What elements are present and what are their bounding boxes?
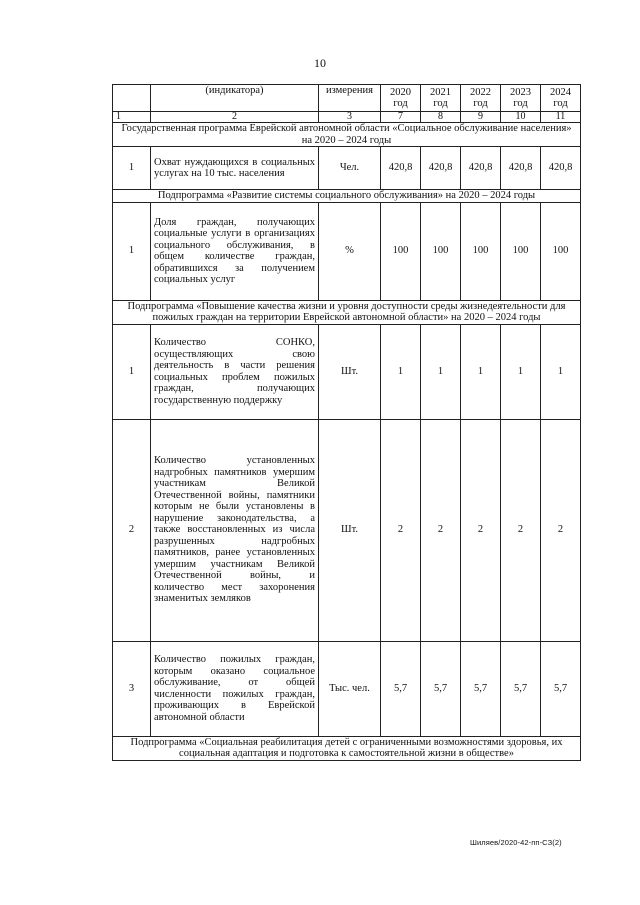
- year-label: год: [513, 98, 528, 109]
- header-year-cell: [501, 85, 541, 112]
- row-number: 3: [113, 641, 151, 736]
- row-number: 1: [113, 202, 151, 300]
- header-name-cell: (индикатора): [151, 85, 319, 112]
- value-cell: 420,8: [461, 147, 501, 190]
- value-cell: 1: [501, 324, 541, 419]
- index-cell: 7: [381, 112, 421, 123]
- year-value: 2022: [470, 86, 491, 98]
- document-code: Шиляев/2020-42-пп-СЗ(2): [470, 838, 562, 847]
- unit-cell: Шт.: [319, 324, 381, 419]
- value-cell: 2: [461, 419, 501, 641]
- table-row: [113, 202, 581, 300]
- section-row: [113, 736, 581, 760]
- value-cell: 420,8: [501, 147, 541, 190]
- section-row: [113, 300, 581, 324]
- unit-cell: Тыс. чел.: [319, 641, 381, 736]
- value-cell: 5,7: [421, 641, 461, 736]
- value-cell: 5,7: [541, 641, 581, 736]
- indicators-table: [112, 84, 581, 761]
- value-cell: 1: [381, 324, 421, 419]
- year-value: 2023: [510, 86, 531, 98]
- value-cell: 5,7: [461, 641, 501, 736]
- section-row: [113, 190, 581, 203]
- indicator-name: Количество СОНКО, осуществляющих свою деятельность в части решения социальных проблем пожилых граждан, получающих государственную поддержку: [151, 324, 319, 419]
- value-cell: 420,8: [541, 147, 581, 190]
- value-cell: 2: [421, 419, 461, 641]
- value-cell: 100: [381, 202, 421, 300]
- index-cell: 11: [541, 112, 581, 123]
- value-cell: 100: [541, 202, 581, 300]
- index-cell: 2: [151, 112, 319, 123]
- row-number: 1: [113, 324, 151, 419]
- subprogram-title: Подпрограмма «Социальная реабилитация детей с ограниченными возможностями здоровья, их социальная адаптация и подготовка к самостоятельной жизни в обществе»: [113, 736, 581, 760]
- page-number: 10: [314, 56, 326, 70]
- program-title: Государственная программа Еврейской автономной области «Социальное обслуживание населения» на 2020 – 2024 годы: [113, 123, 581, 147]
- indicator-name: Доля граждан, получающих социальные услуги в организациях социального обслуживания, в общем количестве граждан, обратившихся за получением социальных услуг: [151, 202, 319, 300]
- table-row: [113, 147, 581, 190]
- value-cell: 2: [501, 419, 541, 641]
- value-cell: 100: [461, 202, 501, 300]
- header-year-cell: [381, 85, 421, 112]
- header-year-cell: [421, 85, 461, 112]
- indicator-name: Количество установленных надгробных памятников умершим участникам Великой Отечественной войны, памятники которым не были установлены в нарушение законодательства, а также восстановленных из числа разрушенных надгробных памятников, ранее установленных умершим участникам Великой Отечественной войны, и количество мест захоронения знаменитых земляков: [151, 419, 319, 641]
- indicator-name: Охват нуждающихся в социальных услугах на 10 тыс. населения: [151, 147, 319, 190]
- value-cell: 1: [421, 324, 461, 419]
- table-row: [113, 324, 581, 419]
- year-label: год: [393, 98, 408, 109]
- header-year-cell: [461, 85, 501, 112]
- year-value: 2021: [430, 86, 451, 98]
- value-cell: 420,8: [381, 147, 421, 190]
- unit-cell: Шт.: [319, 419, 381, 641]
- table-row: [113, 419, 581, 641]
- index-cell: 1: [113, 112, 151, 123]
- value-cell: 2: [541, 419, 581, 641]
- row-number: 2: [113, 419, 151, 641]
- header-num-cell: [113, 85, 151, 112]
- header-year-cell: [541, 85, 581, 112]
- header-row: [113, 85, 581, 112]
- value-cell: 2: [381, 419, 421, 641]
- value-cell: 5,7: [381, 641, 421, 736]
- subprogram-title: Подпрограмма «Развитие системы социального обслуживания» на 2020 – 2024 годы: [113, 190, 581, 203]
- unit-cell: %: [319, 202, 381, 300]
- year-value: 2024: [550, 86, 571, 98]
- table-row: [113, 641, 581, 736]
- section-row: [113, 123, 581, 147]
- index-cell: 8: [421, 112, 461, 123]
- index-cell: 10: [501, 112, 541, 123]
- year-label: год: [553, 98, 568, 109]
- value-cell: 1: [541, 324, 581, 419]
- indicator-name: Количество пожилых граждан, которым оказано социальное обслуживание, от общей численности пожилых граждан, проживающих в Еврейской автономной области: [151, 641, 319, 736]
- value-cell: 5,7: [501, 641, 541, 736]
- index-cell: 9: [461, 112, 501, 123]
- subprogram-title: Подпрограмма «Повышение качества жизни и уровня доступности среды жизнедеятельности для пожилых граждан на территории Еврейской автономной области» на 2020 – 2024 годы: [113, 300, 581, 324]
- value-cell: 100: [501, 202, 541, 300]
- value-cell: 100: [421, 202, 461, 300]
- header-unit-cell: измерения: [319, 85, 381, 112]
- row-number: 1: [113, 147, 151, 190]
- year-label: год: [433, 98, 448, 109]
- unit-cell: Чел.: [319, 147, 381, 190]
- year-label: год: [473, 98, 488, 109]
- year-value: 2020: [390, 86, 411, 98]
- column-index-row: [113, 112, 581, 123]
- index-cell: 3: [319, 112, 381, 123]
- value-cell: 1: [461, 324, 501, 419]
- value-cell: 420,8: [421, 147, 461, 190]
